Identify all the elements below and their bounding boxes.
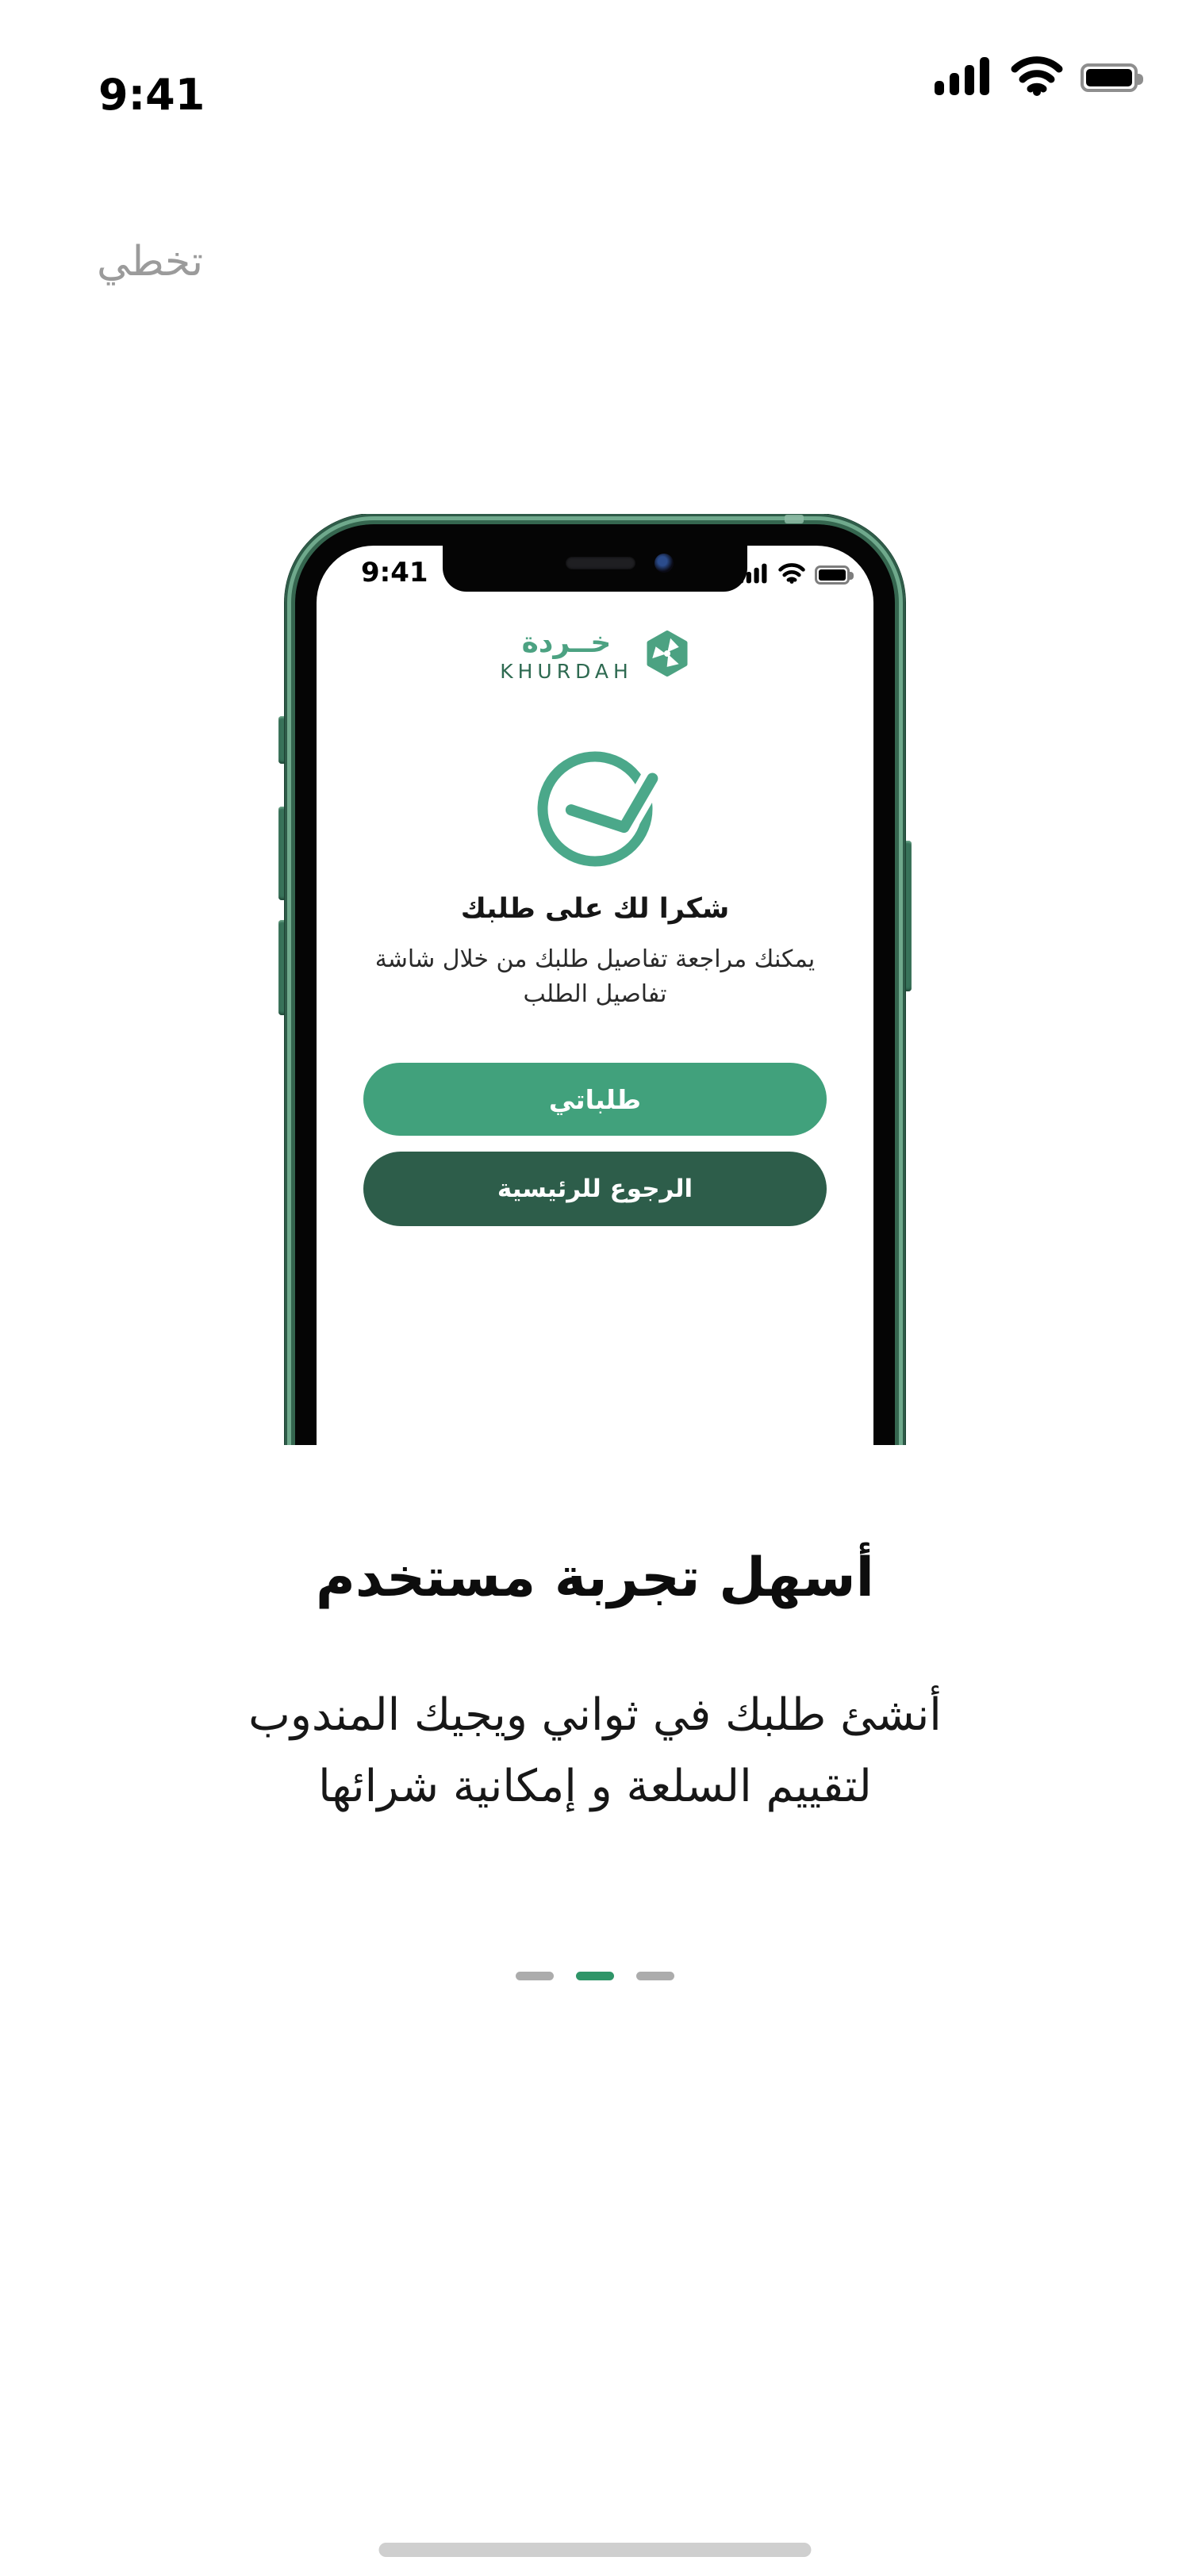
antenna-line [785,515,804,523]
page-indicator [0,1972,1190,1980]
cellular-signal-icon [935,57,993,98]
phone-screen [317,546,873,1445]
status-bar-icons [935,56,1138,100]
phone-mockup-illustration [274,514,916,1445]
battery-icon [815,565,850,585]
phone-bezel [295,524,895,1445]
status-bar-time: 9:41 [98,70,205,120]
phone-frame [285,514,905,1445]
recycle-icon [644,631,690,680]
success-check-icon [508,730,682,888]
page-dot-2-active[interactable] [576,1972,614,1980]
onboarding-heading: أسهل تجربة مستخدم [316,1547,874,1609]
home-indicator[interactable] [379,2543,812,2557]
front-camera [654,554,674,573]
onboarding-description: أنشئ طلبك في ثواني ويجيك المندوب لتقييم السلعة و إمكانية شرائها [248,1689,942,1812]
wifi-icon [778,563,805,587]
page-dot-1[interactable] [516,1972,554,1980]
wifi-icon [1011,56,1063,99]
earpiece-speaker [566,557,635,569]
thanks-description: يمكنك مراجعة تفاصيل طلبك من خلال شاشة تفاصيل الطلب [374,945,816,1008]
skip-button[interactable]: تخطي [97,238,204,286]
mock-status-icons [739,563,850,587]
back-to-home-button: الرجوع للرئيسية [363,1152,827,1226]
phone-notch [443,546,747,592]
thanks-title: شكرا لك على طلبك [460,893,730,925]
khurdah-logo [317,628,873,683]
logo-arabic-wordmark: خــردة [521,627,612,659]
battery-icon [1081,63,1138,92]
page-dot-3[interactable] [636,1972,674,1980]
my-orders-button: طلباتي [363,1063,827,1136]
mock-status-time: 9:41 [361,557,428,588]
logo-latin-wordmark: KHURDAH [500,659,633,683]
